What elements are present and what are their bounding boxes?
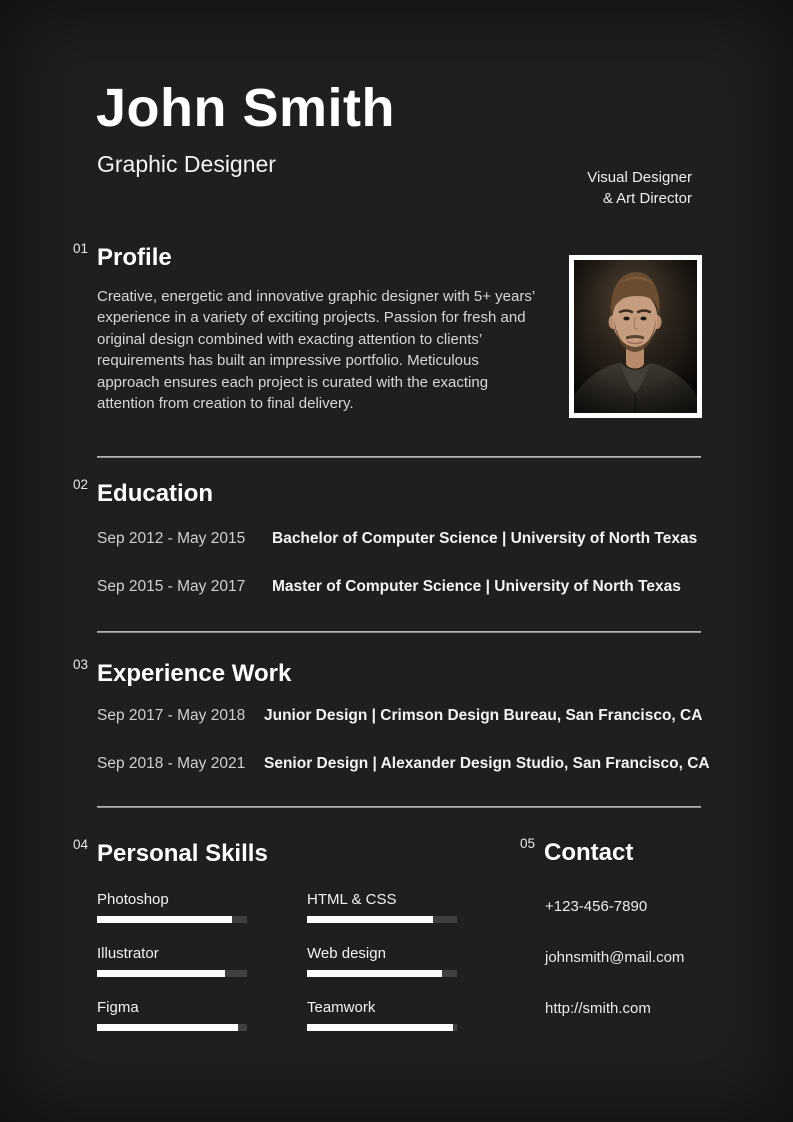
skill-item: [307, 945, 457, 977]
skill-progress-track: [307, 1024, 457, 1031]
section-number: 05: [520, 836, 536, 851]
skill-item: [307, 999, 457, 1031]
skill-label: Web design: [307, 944, 386, 962]
portrait-photo: [574, 260, 697, 413]
row-detail: Master of Computer Science | University of North Texas: [272, 577, 681, 595]
section-header: [73, 477, 697, 505]
experience-row: [97, 755, 710, 773]
section-divider: [97, 631, 701, 633]
skill-label: HTML & CSS: [307, 890, 397, 908]
section-header: [73, 241, 553, 269]
skill-progress-fill: [307, 970, 442, 977]
education-rows: [97, 530, 697, 596]
section-header: [73, 657, 710, 685]
name-title: John Smith: [96, 78, 395, 138]
skill-progress-track: [307, 916, 457, 923]
tagline-line-1: Visual Designer: [587, 169, 692, 186]
education-row: [97, 578, 697, 596]
section-header: [73, 837, 457, 865]
skill-item: [307, 891, 457, 923]
skill-item: [97, 891, 247, 923]
skill-progress-fill: [97, 916, 232, 923]
row-dates: Sep 2012 - May 2015: [97, 529, 246, 547]
section-number: 02: [73, 477, 89, 492]
row-dates: Sep 2017 - May 2018: [97, 706, 246, 724]
section-profile: [73, 241, 553, 415]
skill-progress-fill: [307, 916, 433, 923]
skill-label: Illustrator: [97, 944, 159, 962]
contact-website: http://smith.com: [545, 999, 651, 1017]
section-education: [73, 477, 697, 626]
skill-progress-track: [307, 970, 457, 977]
skill-progress-fill: [97, 970, 225, 977]
contact-items: [545, 898, 684, 1017]
contact-email: johnsmith@mail.com: [545, 948, 685, 966]
row-detail: Junior Design | Crimson Design Bureau, San Francisco, CA: [264, 706, 703, 724]
tagline-line-2: & Art Director: [602, 190, 692, 207]
section-title: Experience Work: [97, 660, 292, 687]
skill-progress-track: [97, 970, 247, 977]
skill-progress-track: [97, 1024, 247, 1031]
skill-label: Figma: [97, 998, 139, 1016]
contact-phone: +123-456-7890: [545, 897, 648, 915]
profile-body-text: Creative, energetic and innovative graphic designer with 5+ years’ experience in a variety of exciting projects. Passion for fresh and original design combined with exacting attention to clients’ requirements has built an impressive portfolio. Meticulous approach ensures each project is curated with the exacting attention from creation to final delivery.: [97, 287, 535, 413]
section-contact: [520, 836, 684, 1017]
row-dates: Sep 2015 - May 2017: [97, 577, 246, 595]
photo-frame: [569, 255, 702, 418]
row-dates: Sep 2018 - May 2021: [97, 754, 246, 772]
section-experience: [73, 657, 710, 803]
skill-item: [97, 999, 247, 1031]
skills-grid: [97, 891, 457, 1031]
tagline: [587, 167, 692, 209]
section-number: 03: [73, 657, 89, 672]
experience-row: [97, 707, 710, 725]
section-title: Personal Skills: [97, 840, 268, 867]
skill-progress-track: [97, 916, 247, 923]
skill-label: Teamwork: [307, 998, 376, 1016]
skill-label: Photoshop: [97, 890, 169, 908]
education-row: [97, 530, 697, 548]
skills-column-right: [307, 891, 457, 1031]
skill-progress-fill: [307, 1024, 453, 1031]
section-divider: [97, 806, 701, 808]
section-title: Education: [97, 480, 214, 507]
skill-progress-fill: [97, 1024, 238, 1031]
section-title: Contact: [544, 839, 634, 866]
section-number: 01: [73, 241, 89, 256]
row-detail: Senior Design | Alexander Design Studio, San Francisco, CA: [264, 754, 710, 772]
section-title: Profile: [97, 244, 172, 271]
section-header: [520, 836, 684, 864]
section-divider: [97, 456, 701, 458]
row-detail: Bachelor of Computer Science | University of North Texas: [272, 529, 698, 547]
experience-rows: [97, 707, 710, 773]
role-subtitle: Graphic Designer: [97, 151, 276, 177]
section-personal-skills: [73, 837, 457, 1031]
section-number: 04: [73, 837, 89, 852]
skills-column-left: [97, 891, 247, 1031]
skill-item: [97, 945, 247, 977]
